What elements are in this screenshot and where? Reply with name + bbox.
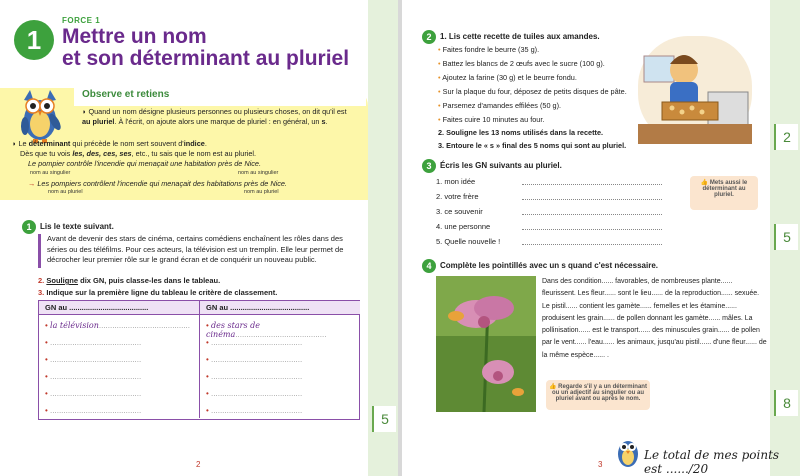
hint-bubble-determinant: 👍 Mets aussi le déterminant au pluriel. [690, 176, 758, 210]
table-row[interactable]: • ......................................... [206, 406, 303, 415]
title-line-1: Mettre un nom [62, 25, 207, 48]
gn-item: 3. ce souvenir [436, 207, 483, 216]
thumbs-up-icon: 👍 [549, 384, 557, 390]
gn-answer-line-1[interactable] [522, 184, 662, 185]
total-score-label: Le total de mes points est ....../20 [644, 448, 780, 476]
rule-1: ◗ Quand un nom désigne plusieurs personnes ou plusieurs choses, on dit qu'il est au pluriel. À l'écrit, on ajoute alors une marque de pluriel : en général, un s. [82, 107, 347, 126]
gn-item: 5. Quelle nouvelle ! [436, 237, 501, 246]
score-box-right-top: 2 [774, 124, 798, 150]
rule-3: Dès que tu vois les, des, ces, ses, etc., tu sais que le nom est au pluriel. [20, 149, 257, 158]
gn-item: 2. votre frère [436, 192, 479, 201]
page-number-left: 2 [196, 460, 201, 469]
recipe-line: • Ajoutez la farine (30 g) et le beurre fondu. [438, 73, 577, 82]
gn-answer-line-2[interactable] [522, 199, 662, 200]
recipe-step-3: 3. Entoure le « s » final des 5 noms qui sont au pluriel. [438, 141, 627, 150]
exercise-4-number: 4 [422, 259, 436, 273]
table-row[interactable]: • ......................................... [206, 372, 303, 381]
table-row[interactable]: • ......................................... [45, 372, 142, 381]
table-row[interactable]: • ......................................... [206, 389, 303, 398]
instruction-2: 2. Souligne dix GN, puis classe-les dans le tableau. [38, 276, 221, 285]
recipe-line: • Faites fondre le beurre (35 g). [438, 45, 540, 54]
exercise-2-number: 2 [422, 30, 436, 44]
label-plural-1: nom au pluriel [48, 189, 83, 195]
reading-text: Avant de devenir des stars de cinéma, certains comédiens enchaînent les rôles dans des séries ou des téléfilms. Pour ces acteurs, la télévision est un tremplin. Elle leur permet de décrocher leur premier rôle sur le grand écran et de conquérir un nouveau public. [38, 234, 364, 268]
label-singular-1: nom au singulier [30, 170, 71, 176]
table-row[interactable]: • des stars de cinéma......................................... [206, 321, 327, 339]
table-row[interactable]: • ......................................... [45, 355, 142, 364]
gn-answer-line-5[interactable] [522, 244, 662, 245]
exercise-3-title: Écris les GN suivants au pluriel. [440, 161, 562, 170]
exercise-2-title: 1. Lis cette recette de tuiles aux amandes. [440, 32, 600, 41]
recipe-line: • Sur la plaque du four, déposez de petits disques de pâte. [438, 87, 627, 96]
label-singular-2: nom au singulier [238, 170, 279, 176]
table-row[interactable]: • ......................................... [45, 406, 142, 415]
exercise-1-title: Lis le texte suivant. [40, 222, 114, 231]
rule-2: ◗ Le déterminant qui précède le nom sert souvent d'indice. [12, 139, 207, 148]
table-row[interactable]: • la télévision......................................... [45, 321, 191, 330]
instruction-3: 3. Indique sur la première ligne du tableau le critère de classement. [38, 288, 278, 297]
score-box-left: 5 [372, 406, 396, 432]
total-score-max: /20 [688, 462, 709, 476]
exercise-4-title: Complète les pointillés avec un s quand c'est nécessaire. [440, 261, 658, 270]
label-plural-2: nom au pluriel [244, 189, 279, 195]
score-box-right-mid: 5 [774, 224, 798, 250]
exercise-4-paragraph[interactable]: Dans des condition...... favorables, de nombreuses plante...... fleurissent. Les fleur...... sont le lieu...... de la reproduction...... sexuée. Le pistil...... contient les gamète...... femelles et les étamine...... produisent les grain...... de pollen donnant les gamète...... mâles. La pollinisation...... est le transport...... des minuscules grain...... de pollen par le vent...... l'eau...... les animaux, jusqu'au pistil...... d'une fleur...... de la même espèce...... . [542, 278, 767, 359]
page-number-right: 3 [598, 460, 603, 469]
table-row[interactable]: • ......................................... [45, 338, 142, 347]
score-box-right-bottom: 8 [774, 390, 798, 416]
exercise-1-number: 1 [22, 220, 36, 234]
table-row[interactable]: • ......................................... [206, 338, 303, 347]
exercise-3-number: 3 [422, 159, 436, 173]
title-line-2: et son déterminant au pluriel [62, 47, 350, 70]
observe-title: Observe et retiens [82, 89, 170, 100]
example-plural: → Les pompiers contrôlent l'incendie qui menaçait des habitations près de Nice. [28, 179, 287, 188]
lily-flower-photo [436, 276, 536, 412]
hint-bubble-agreement: 👍 Regarde s'il y a un déterminant ou un adjectif au singulier ou au pluriel avant ou après le nom. [546, 380, 650, 410]
unit-badge: 1 [14, 20, 54, 60]
gn-column-1-header[interactable]: GN au ...................................... [39, 301, 199, 315]
gn-item: 4. une personne [436, 222, 491, 231]
recipe-step-2: 2. Souligne les 13 noms utilisés dans la recette. [438, 128, 604, 137]
recipe-line: • Battez les blancs de 2 œufs avec le sucre (100 g). [438, 59, 605, 68]
recipe-line: • Parsemez d'amandes effilées (50 g). [438, 101, 562, 110]
force-label: FORCE 1 [62, 16, 101, 25]
owl-small-icon [614, 432, 642, 468]
table-row[interactable]: • ......................................... [45, 389, 142, 398]
cooking-kid-illustration [638, 36, 752, 144]
recipe-line: • Faites cuire 10 minutes au four. [438, 115, 545, 124]
example-singular: Le pompier contrôle l'incendie qui menaçait une habitation près de Nice. [28, 159, 262, 168]
gn-answer-line-4[interactable] [522, 229, 662, 230]
table-row[interactable]: • ......................................... [206, 355, 303, 364]
gn-column-2-header[interactable]: GN au ...................................... [200, 301, 360, 315]
gn-item: 1. mon idée [436, 177, 476, 186]
thumbs-up-icon: 👍 [700, 180, 709, 186]
gn-answer-line-3[interactable] [522, 214, 662, 215]
